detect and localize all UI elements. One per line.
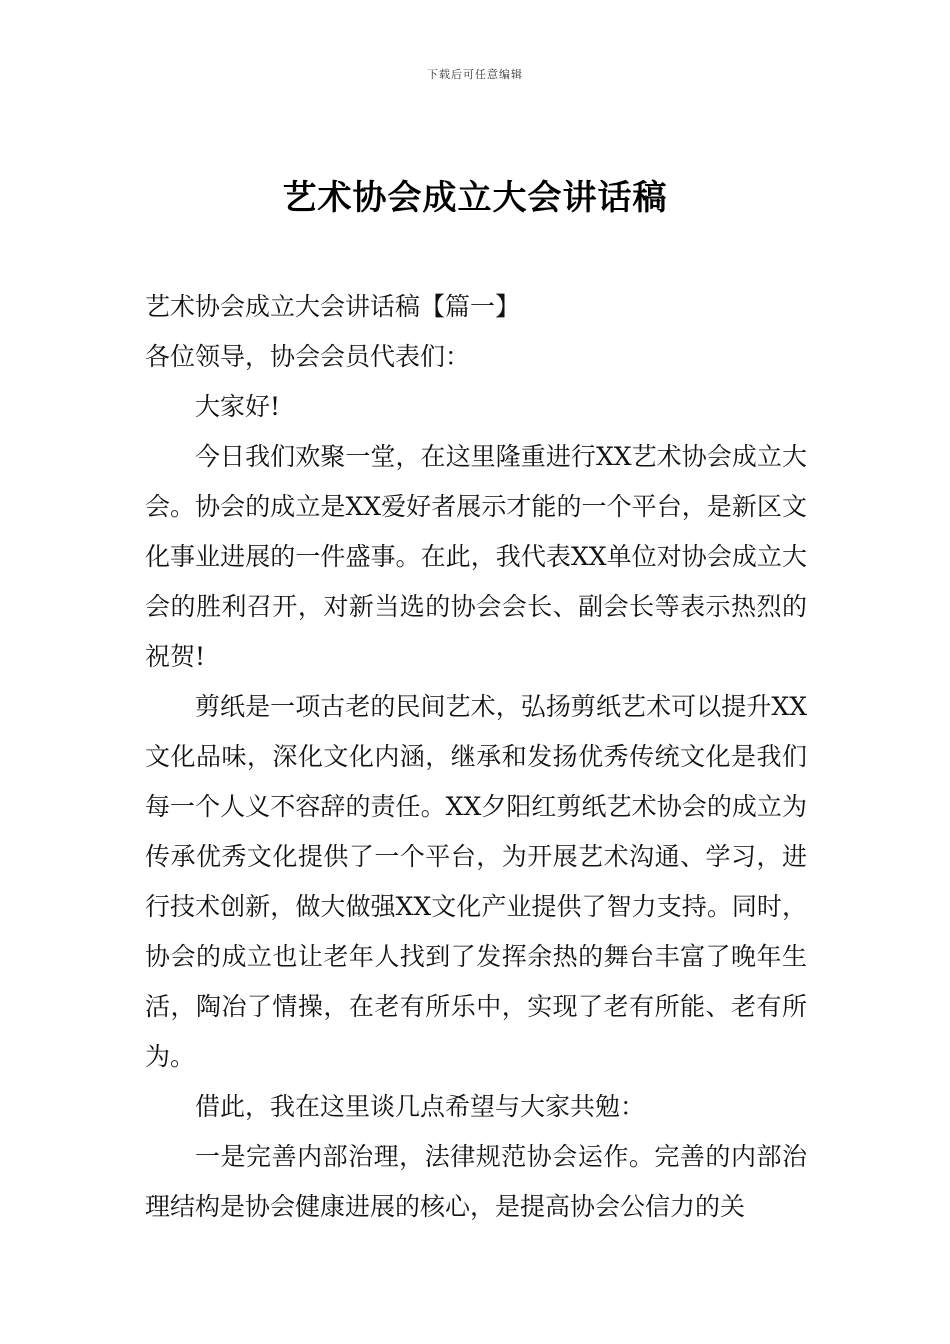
- paragraph-opening: 今日我们欢聚一堂，在这里隆重进行XX艺术协会成立大会。协会的成立是XX爱好者展示才能的一个平台，是新区文化事业进展的一件盛事。在此，我代表XX单位对协会成立大会的胜利召开，对新当选的协会会长、副会长等表示热烈的祝贺!: [145, 442, 807, 671]
- salutation: 各位领导，协会会员代表们：: [145, 342, 471, 371]
- paragraph-point-one: 一是完善内部治理，法律规范协会运作。完善的内部治理结构是协会健康进展的核心，是提高协会公信力的关: [145, 1142, 807, 1221]
- header-note: 下载后可任意编辑: [427, 68, 523, 81]
- section-heading: 艺术协会成立大会讲话稿【篇一】: [145, 292, 521, 321]
- paragraph-hopes-intro: 借此，我在这里谈几点希望与大家共勉：: [195, 1092, 646, 1121]
- paragraph-greeting: 大家好!: [195, 392, 281, 421]
- document-body: [145, 282, 807, 1232]
- paragraph-papercut: 剪纸是一项古老的民间艺术，弘扬剪纸艺术可以提升XX文化品味，深化文化内涵，继承和发扬优秀传统文化是我们每一个人义不容辞的责任。XX夕阳红剪纸艺术协会的成立为传承优秀文化提供了一个平台，为开展艺术沟通、学习，进行技术创新，做大做强XX文化产业提供了智力支持。同时，协会的成立也让老年人找到了发挥余热的舞台丰富了晚年生活，陶冶了情操，在老有所乐中，实现了老有所能、老有所为。: [145, 692, 807, 1071]
- document-title: 艺术协会成立大会讲话稿: [282, 178, 668, 218]
